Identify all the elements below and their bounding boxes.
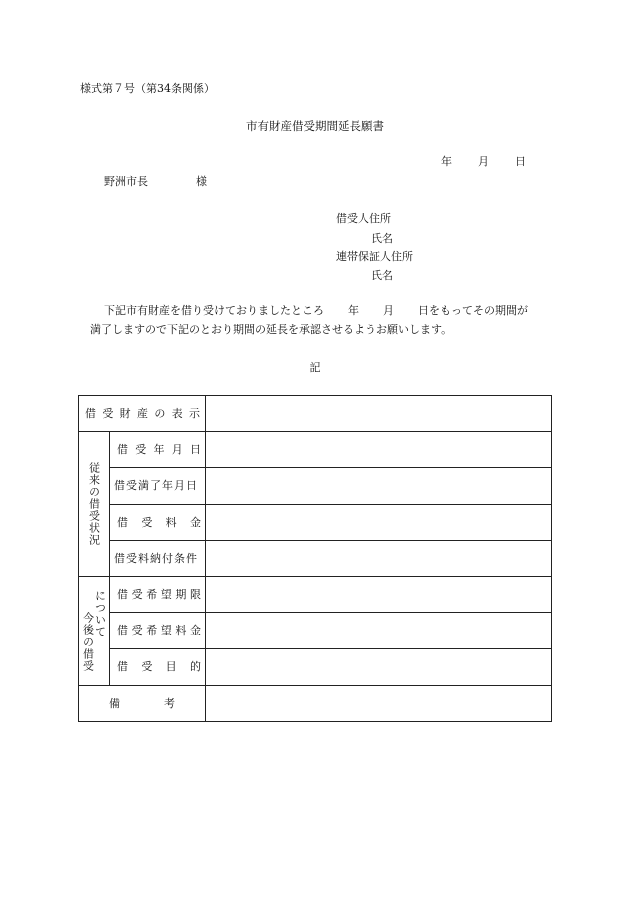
desired-term-value-cell[interactable] — [206, 576, 552, 612]
borrow-date-label — [110, 444, 205, 455]
guarantor-name-label: 氏名 — [371, 269, 393, 282]
date-month: 月 — [478, 155, 489, 168]
guarantor-address-label: 連帯保証人住所 — [336, 250, 413, 263]
label-char: 金 — [189, 624, 201, 638]
label-char: 限 — [189, 588, 201, 602]
label-char: 借 — [117, 443, 128, 457]
table-row-group1-4 — [79, 540, 552, 576]
borrow-date-value-cell[interactable] — [206, 432, 552, 468]
label-char: 希 — [146, 588, 158, 602]
label-char: の — [154, 407, 166, 421]
label-char: 受 — [131, 588, 143, 602]
label-char: 料 — [175, 624, 187, 638]
group2-label-cell — [79, 576, 110, 685]
label-char: 日 — [190, 443, 201, 457]
label-char: 借 — [117, 588, 128, 602]
remarks-label — [79, 698, 205, 709]
form-number: 様式第７号（第34条関係） — [80, 82, 215, 95]
body-year: 年 — [348, 304, 359, 317]
rent-label — [110, 517, 205, 528]
body-text-b: 日をもってその期間が — [418, 304, 528, 317]
label-char: 借受満了年月日 — [114, 479, 198, 493]
label-char: 産 — [136, 407, 148, 421]
label-char: 財 — [119, 407, 131, 421]
table-row-group1-1 — [79, 432, 552, 468]
group2-label — [79, 590, 109, 672]
label-char: 望 — [160, 624, 172, 638]
group2-label-col2: について — [93, 589, 107, 638]
label-char: 表 — [171, 407, 183, 421]
label-char: 受 — [141, 660, 153, 674]
body-line-1 — [104, 305, 528, 316]
label-char: 期 — [175, 588, 187, 602]
label-char: 望 — [160, 588, 172, 602]
label-char: 借 — [117, 515, 128, 529]
purpose-value-cell[interactable] — [206, 649, 552, 685]
label-char: 受 — [135, 443, 147, 457]
label-char: 考 — [164, 696, 175, 710]
borrower-name-label: 氏名 — [371, 232, 393, 245]
label-char: 月 — [171, 443, 183, 457]
label-char: 料 — [165, 515, 177, 529]
label-char: 的 — [189, 660, 201, 674]
table-row-group2-1 — [79, 576, 552, 612]
label-char: 示 — [188, 407, 200, 421]
label-char: 目 — [165, 660, 177, 674]
group1-label: 従来の借受状況 — [87, 462, 101, 547]
document-title: 市有財産借受期間延長願書 — [246, 119, 384, 133]
expiry-date-value-cell[interactable] — [206, 468, 552, 504]
label-char: 借 — [85, 407, 96, 421]
table-row-group1-3 — [79, 504, 552, 540]
desired-rent-label — [110, 625, 205, 636]
date-year: 年 — [441, 155, 452, 168]
label-char: 年 — [153, 443, 165, 457]
date-line — [441, 156, 526, 167]
label-char: 受 — [102, 407, 114, 421]
body-line-2: 満了しますので下記のとおり期間の延長を承認させるようお願いします。 — [90, 323, 453, 336]
label-char: 希 — [146, 624, 158, 638]
label-char: 金 — [189, 515, 201, 529]
borrower-address-label: 借受人住所 — [336, 212, 391, 225]
table-row-property — [79, 396, 552, 432]
label-char: 借 — [117, 660, 128, 674]
desired-rent-value-cell[interactable] — [206, 613, 552, 649]
property-label — [79, 408, 205, 419]
desired-term-label — [110, 589, 205, 600]
purpose-label — [110, 661, 205, 672]
remarks-value-cell[interactable] — [206, 685, 552, 721]
rent-value-cell[interactable] — [206, 504, 552, 540]
label-char: 借受料納付条件 — [114, 551, 198, 565]
body-text-a: 下記市有財産を借り受けておりましたところ — [104, 304, 324, 317]
label-char: 受 — [141, 515, 153, 529]
ki-heading: 記 — [309, 361, 321, 374]
addressee-honorific: 様 — [196, 175, 207, 188]
group1-label-cell — [79, 432, 110, 577]
addressee — [104, 176, 207, 187]
group2-label-col1: 今後の借受 — [81, 611, 95, 672]
label-char: 借 — [117, 624, 128, 638]
table-row-group2-3 — [79, 649, 552, 685]
property-value-cell[interactable] — [206, 396, 552, 432]
application-table — [78, 395, 552, 722]
label-char: 備 — [109, 696, 120, 710]
label-char: 受 — [131, 624, 143, 638]
payment-terms-label — [110, 553, 205, 564]
payment-terms-value-cell[interactable] — [206, 540, 552, 576]
table-row-remarks — [79, 685, 552, 721]
addressee-name: 野洲市長 — [104, 175, 148, 188]
body-month: 月 — [383, 304, 394, 317]
table-row-group2-2 — [79, 613, 552, 649]
date-day: 日 — [515, 155, 526, 168]
table-row-group1-2 — [79, 468, 552, 504]
expiry-date-label — [110, 480, 205, 491]
